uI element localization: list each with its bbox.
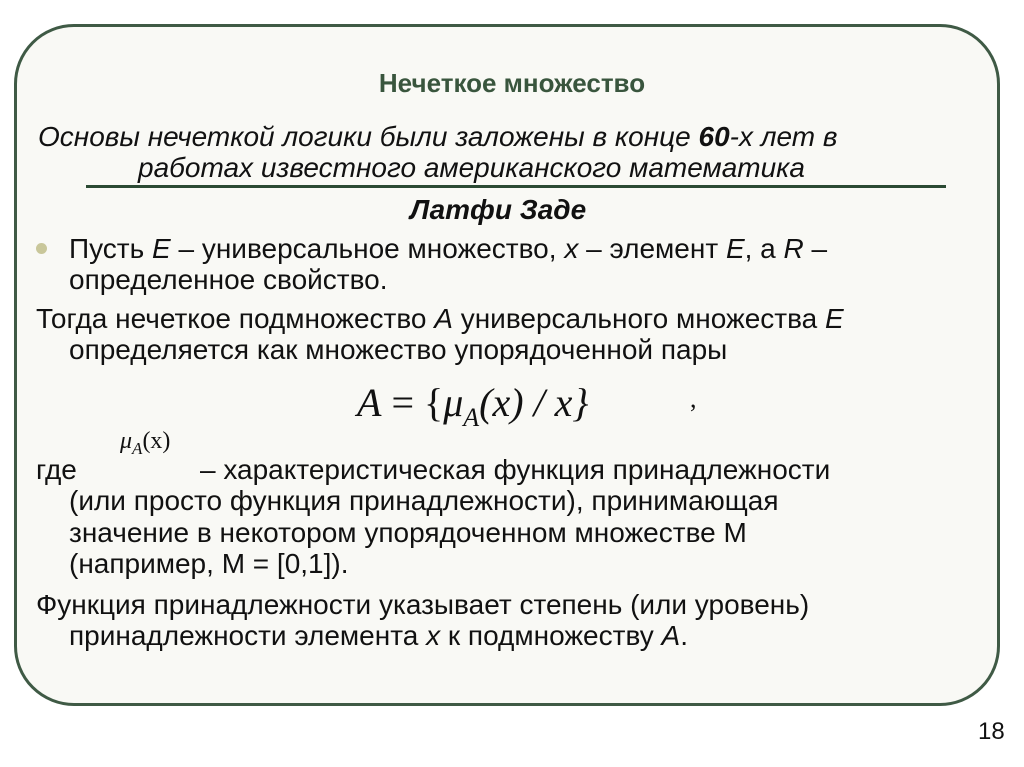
mu-arg: (x) xyxy=(142,428,171,454)
intro-line-2: работах известного американского математика xyxy=(138,152,805,183)
slide-title: Нечеткое множество xyxy=(378,68,646,98)
page-number: 18 xyxy=(978,718,1005,745)
mu-symbol: μ xyxy=(120,428,133,454)
then-line-1 xyxy=(36,302,844,336)
var-a: A xyxy=(434,303,453,334)
func-text-b: к подмножеству xyxy=(440,620,662,651)
then-line-2: определяется как множество упорядоченной пары xyxy=(69,334,728,365)
where-word: где xyxy=(36,454,77,485)
where-line-4: (например, M = [0,1]). xyxy=(69,548,349,579)
formula-mu: μ xyxy=(443,380,464,425)
intro-text-c: -х лет в xyxy=(729,121,838,152)
then-text-b: универсального множества xyxy=(452,303,826,334)
formula-eq: = { xyxy=(381,380,444,425)
var-e: E xyxy=(725,233,745,264)
bullet-dot-icon xyxy=(36,243,47,254)
bullet-text-b: – универсальное множество, xyxy=(170,233,565,264)
divider-rule xyxy=(86,185,946,188)
intro-line-1 xyxy=(38,120,838,154)
bullet-text-e: – xyxy=(803,233,828,264)
where-line-3: значение в некотором упорядоченном множестве M xyxy=(69,517,747,548)
formula-sub: A xyxy=(463,403,480,432)
where-line-2: (или просто функция принадлежности), принимающая xyxy=(69,485,779,516)
author-name: Латфи Заде xyxy=(410,194,587,225)
intro-decade: 60 xyxy=(698,121,730,152)
membership-formula xyxy=(357,380,588,431)
var-x: x xyxy=(426,620,441,651)
mu-sub: A xyxy=(132,439,143,458)
func-line-1: Функция принадлежности указывает степень (или уровень) xyxy=(36,589,810,620)
bullet-line-2: определенное свойство. xyxy=(69,264,388,295)
bullet-line-1 xyxy=(69,232,827,266)
var-e: E xyxy=(152,233,171,264)
var-r: R xyxy=(783,233,804,264)
where-line-1: – характеристическая функция принадлежности xyxy=(200,454,831,485)
then-text-a: Тогда нечеткое подмножество xyxy=(36,303,435,334)
var-x: x xyxy=(564,233,579,264)
func-line-2 xyxy=(69,619,688,653)
formula-arg: (x) / x} xyxy=(479,380,589,425)
formula-comma: , xyxy=(690,384,697,413)
func-text-end: . xyxy=(680,620,688,651)
formula-lhs: A xyxy=(357,380,382,425)
func-text-a: принадлежности элемента xyxy=(69,620,427,651)
var-a: A xyxy=(661,620,681,651)
membership-function-symbol xyxy=(120,428,171,458)
bullet-text-a: Пусть xyxy=(69,233,153,264)
intro-text-a: Основы нечеткой логики были заложены в конце xyxy=(38,121,699,152)
var-e: E xyxy=(825,303,844,334)
bullet-text-d: , а xyxy=(744,233,784,264)
bullet-text-c: – элемент xyxy=(578,233,726,264)
